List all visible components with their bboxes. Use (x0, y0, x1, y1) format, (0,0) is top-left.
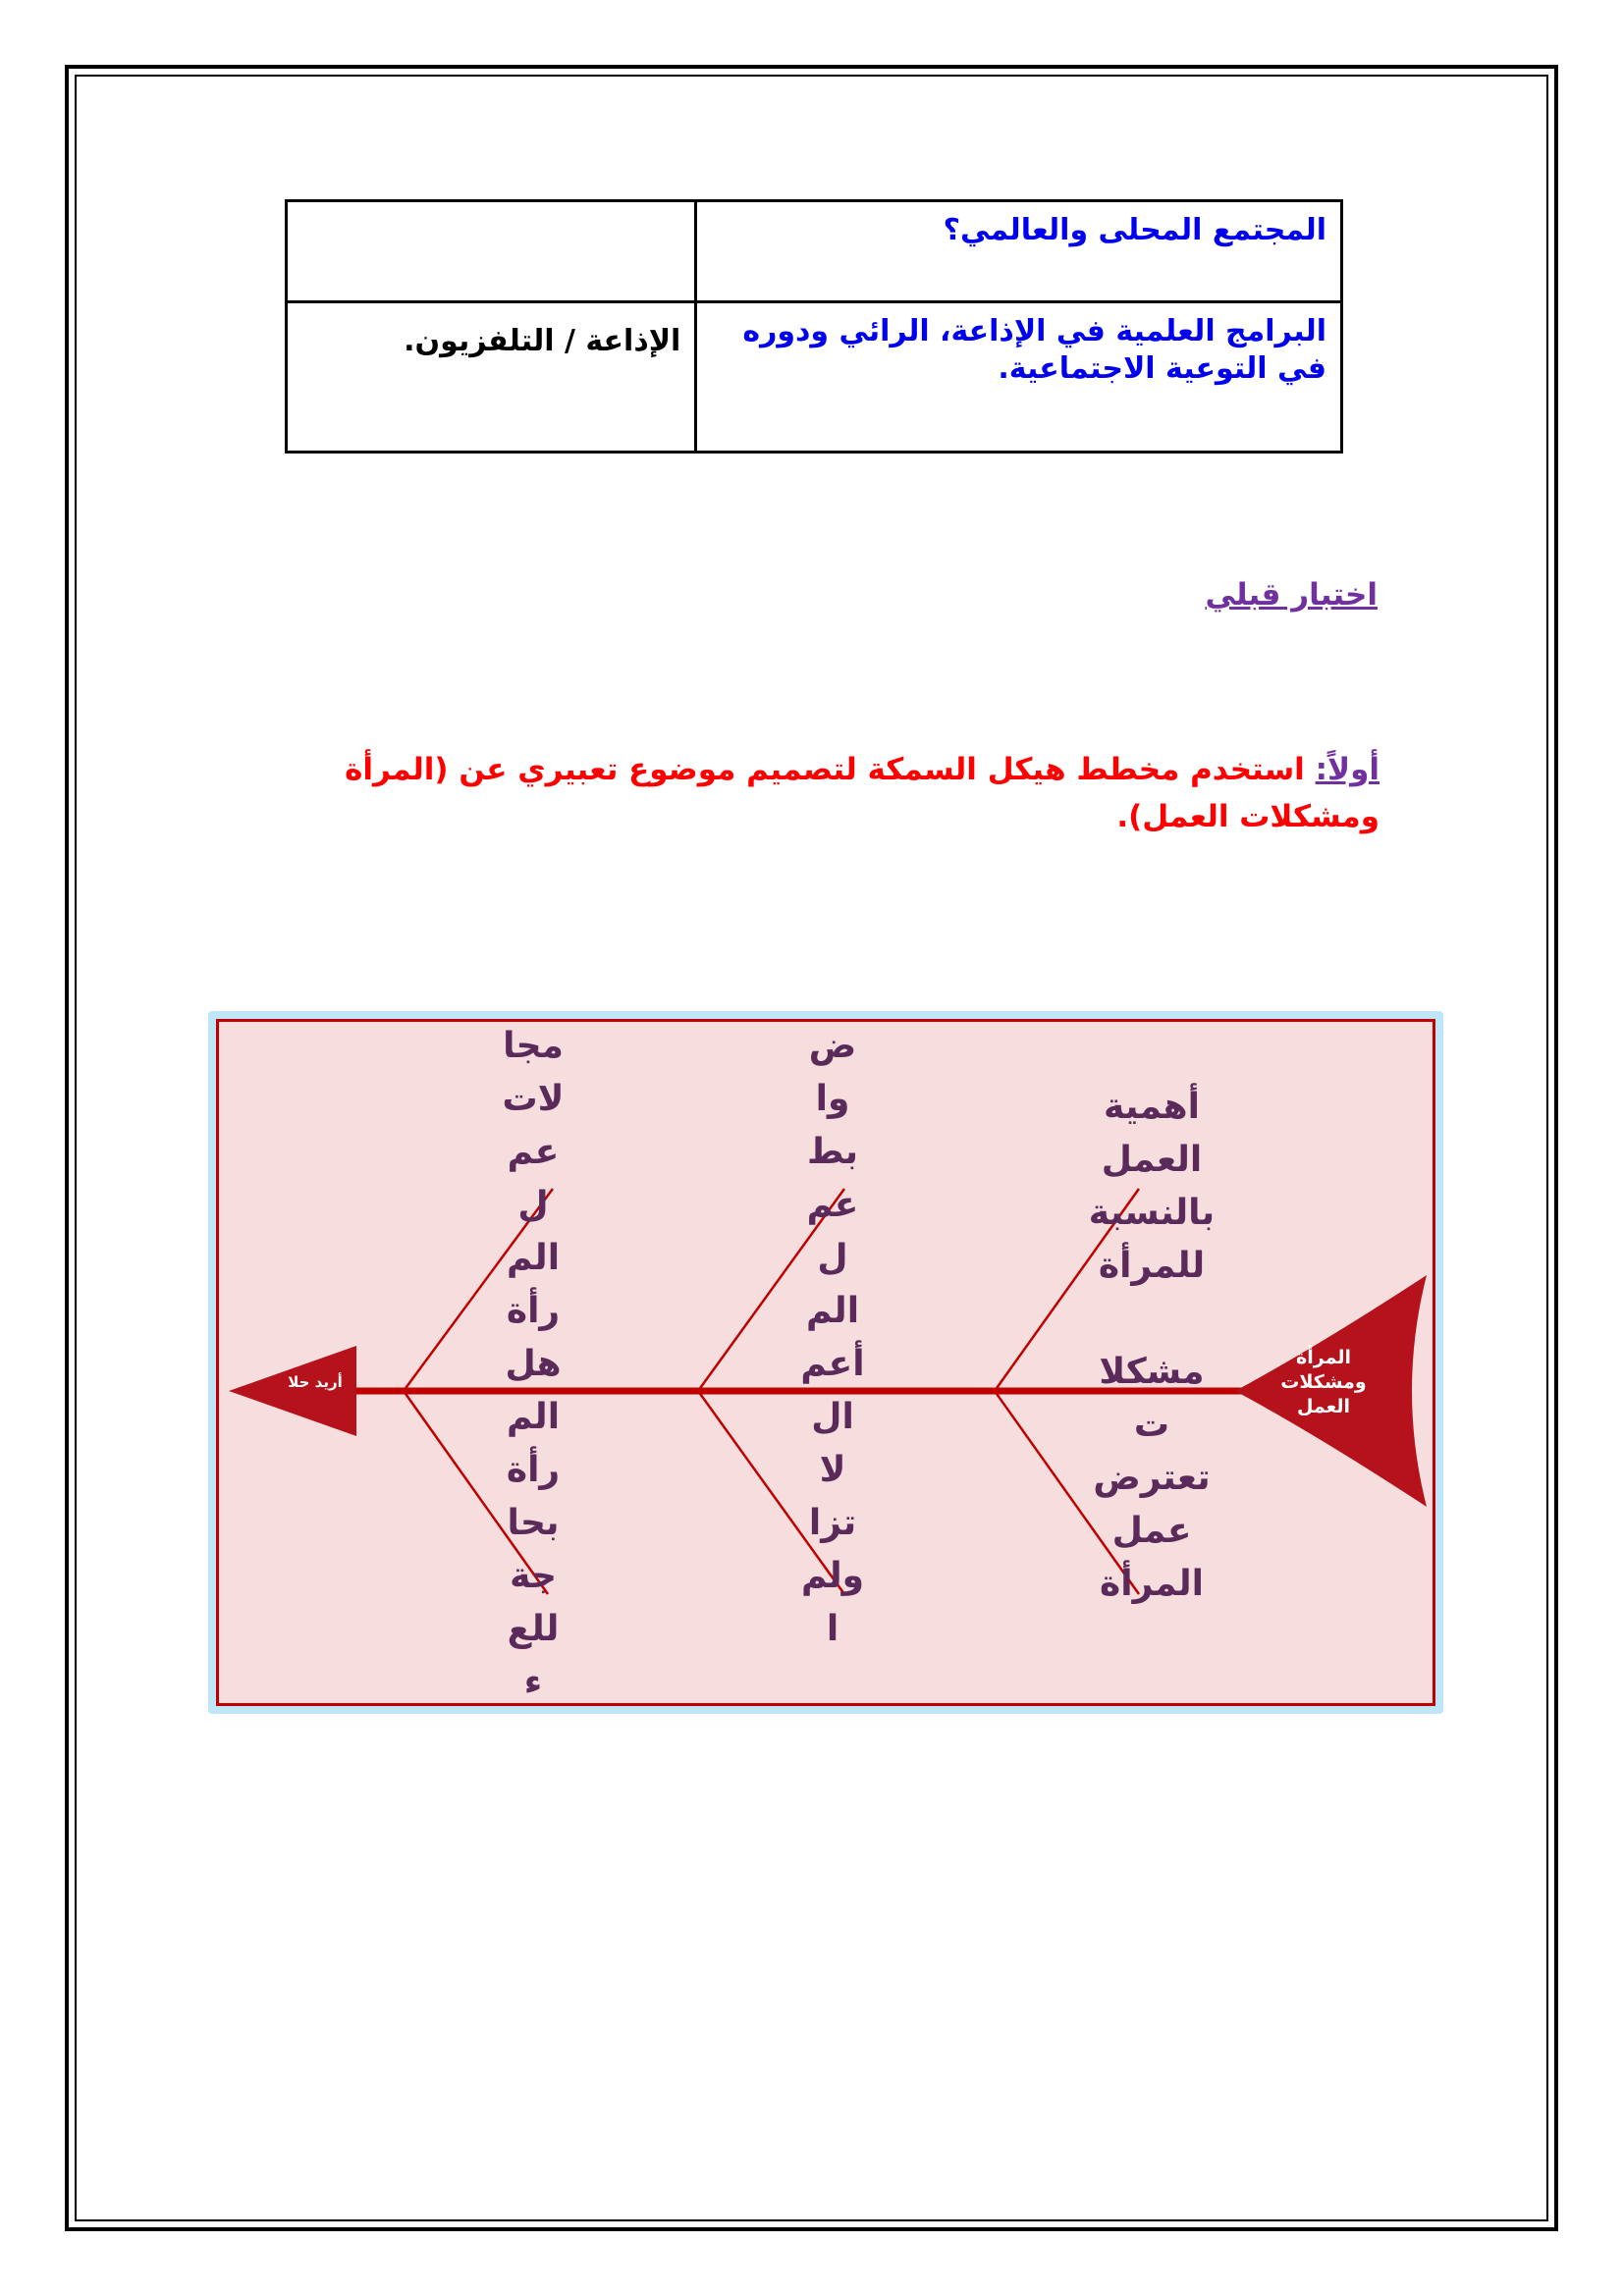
bone-text-importance: أهمية العمل بالنسبة للمرأة (1088, 1087, 1216, 1286)
bone-text-controls: ض وا بط عم ل الم أعم ال لا تزا ولم ا (800, 1026, 865, 1649)
table-row (287, 302, 1342, 453)
fishbone-diagram-frame (208, 1011, 1443, 1714)
bone-text-fields: مجا لات عم ل الم رأة هل الم رأة بحا جة للع ء (502, 1026, 565, 1702)
table-cell-topic: المجتمع المحلى والعالمي؟ (696, 201, 1342, 302)
table-cell-topic: البرامج العلمية في الإذاعة، الرائي ودوره في التوعية الاجتماعية. (696, 302, 1342, 453)
table-cell-medium-text: الإذاعة / التلفزيون. (404, 324, 681, 358)
fish-tail-label: أريد حلا (288, 1373, 343, 1391)
fishbone-diagram (216, 1019, 1435, 1706)
section-heading: اختبار قبلي (1205, 577, 1378, 613)
topic-table (285, 199, 1343, 454)
fish-head-label: المرأة ومشكلات العمل (1280, 1347, 1367, 1417)
bone-text-problems: مشكلا ت تعترض عمل المرأة (1093, 1352, 1211, 1604)
table-cell-medium (287, 302, 696, 453)
table-row (287, 201, 1342, 302)
instruction-lead: أولاً: (1315, 752, 1380, 787)
instruction-text (236, 746, 1380, 840)
instruction-body: استخدم مخطط هيكل السمكة لتصميم موضوع تعبيري عن (المرأة ومشكلات العمل). (345, 752, 1380, 834)
table-cell-medium (287, 201, 696, 302)
